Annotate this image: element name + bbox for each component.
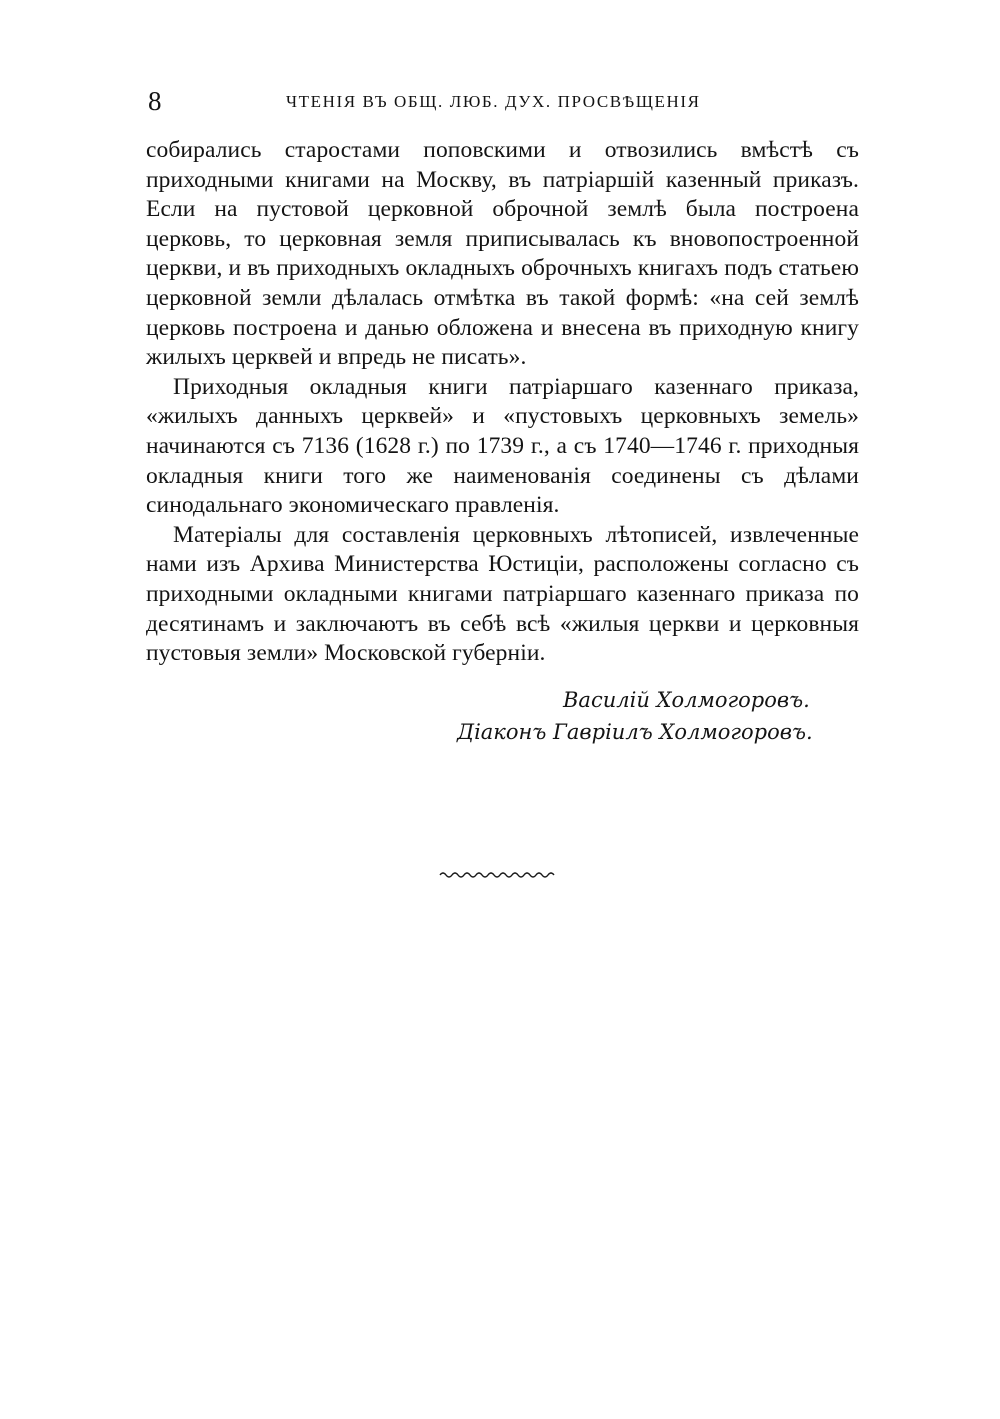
running-head: ЧТЕНІЯ ВЪ ОБЩ. ЛЮБ. ДУХ. ПРОСВѢЩЕНІЯ [286,92,701,111]
page-number: 8 [148,86,162,116]
signature-gavriil: Діаконъ Гавріилъ Холмогоровъ. [457,720,813,744]
paragraph-1: собирались старостами поповскими и отвозились вмѣстѣ съ приходными книгами на Москву, въ патріаршій казенный приказъ. Если на пустовой церковной оброчной землѣ была построена церковь, то церковная земля приписывалась къ вновопостроенной церкви, и въ приходныхъ окладныхъ оброчныхъ книгахъ подъ статьею церковной земли дѣлалась отмѣтка въ такой формѣ: «на сей землѣ церковь построена и данью обложена и внесена въ приходную книгу жилыхъ церквей и впредь не писать». [146,137,859,371]
signatures [440,684,820,748]
body-text [146,136,859,669]
wavy-line-ornament-icon [438,868,558,882]
paragraph-2: Приходныя окладныя книги патріаршаго казеннаго приказа, «жилыхъ данныхъ церквей» и «пустовыхъ церковныхъ земель» начинаются съ 7136 (1628 г.) по 1739 г., а съ 1740—1746 г. приходныя окладныя книги того же наименованія соединены съ дѣлами синодальнаго экономическаго правленія. [146,373,859,519]
signature-vasily: Василій Холмогоровъ. [563,688,810,712]
paragraph-3: Матеріалы для составленія церковныхъ лѣтописей, извлеченные нами изъ Архива Министерства Юстиціи, расположены согласно съ приходными окладными книгами патріаршаго казеннаго приказа по десятинамъ и заключаютъ въ себѣ всѣ «жилыя церкви и церковныя пустовыя земли» Московской губерніи. [146,521,859,667]
